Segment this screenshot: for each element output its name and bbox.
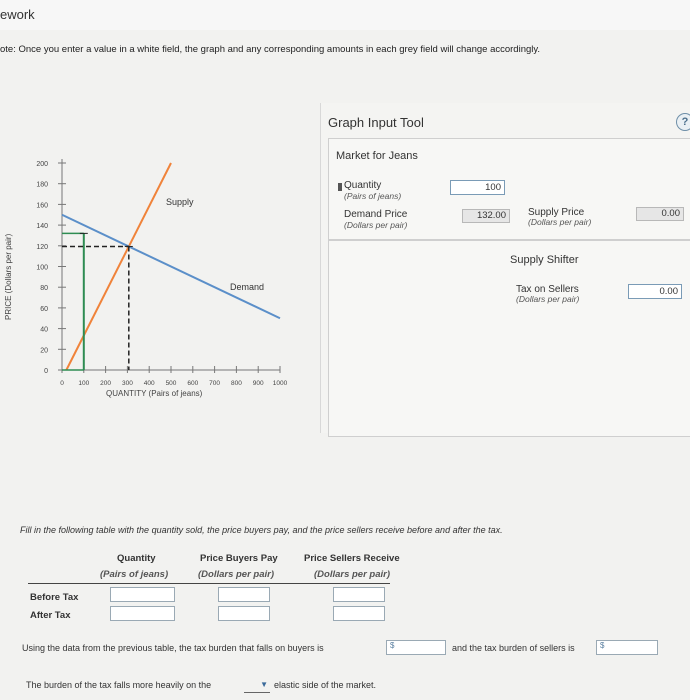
x-tick-label: 200: [100, 380, 112, 387]
col-buyers-header: Price Buyers Pay: [200, 553, 278, 564]
row-after-tax: After Tax: [30, 610, 71, 621]
y-tick-label: 80: [40, 285, 48, 293]
supply-demand-graph[interactable]: [0, 0, 330, 420]
elasticity-dropdown[interactable]: [244, 680, 270, 693]
supply-line-label: Supply: [166, 197, 194, 207]
tax-sub: (Dollars per pair): [516, 294, 580, 304]
x-axis-title: QUANTITY (Pairs of jeans): [106, 389, 203, 398]
after-quantity-input[interactable]: [110, 606, 175, 621]
col-sellers-header: Price Sellers Receive: [304, 553, 400, 564]
page-title: ework: [0, 7, 35, 22]
y-tick-label: 100: [36, 264, 48, 272]
burden-sellers-text: and the tax burden of sellers is: [452, 643, 575, 653]
col-quantity-sub: (Pairs of jeans): [100, 569, 169, 580]
col-quantity-header: Quantity: [117, 553, 156, 564]
supply-price-value: 0.00: [636, 207, 684, 221]
y-tick-label: 60: [40, 305, 48, 313]
before-sellers-price-input[interactable]: [333, 587, 385, 602]
row-before-tax: Before Tax: [30, 592, 79, 603]
dollar-sign: $: [390, 641, 395, 650]
sellers-burden-input[interactable]: [596, 640, 658, 655]
burden-buyers-text: Using the data from the previous table, the tax burden that falls on buyers is: [22, 643, 324, 653]
y-tick-label: 140: [36, 223, 48, 231]
demand-price-sub: (Dollars per pair): [344, 220, 408, 230]
help-icon[interactable]: ?: [676, 113, 690, 131]
x-tick-label: 600: [187, 380, 199, 387]
market-title: Market for Jeans: [336, 150, 418, 162]
y-axis-title: PRICE (Dollars per pair): [4, 233, 13, 320]
y-tick-label: 180: [36, 181, 48, 189]
supply-shifter-title: Supply Shifter: [510, 254, 579, 266]
burden-side-text: The burden of the tax falls more heavily on the: [26, 680, 212, 690]
tool-title: Graph Input Tool: [328, 115, 424, 130]
x-tick-label: 900: [252, 380, 264, 387]
demand-price-label: Demand Price: [344, 209, 408, 220]
after-buyers-price-input[interactable]: [218, 606, 270, 621]
y-tick-label: 40: [40, 326, 48, 334]
chevron-down-icon: ▼: [260, 680, 268, 689]
x-tick-label: 300: [121, 380, 133, 387]
quantity-sub: (Pairs of jeans): [344, 191, 402, 201]
x-tick-label: 400: [143, 380, 155, 387]
supply-price-label: Supply Price: [528, 207, 585, 218]
x-tick-label: 0: [60, 380, 64, 387]
bullet-icon: [338, 183, 342, 191]
buyers-burden-input[interactable]: [386, 640, 446, 655]
x-tick-label: 100: [78, 380, 90, 387]
y-tick-label: 20: [40, 347, 48, 355]
y-tick-label: 160: [36, 202, 48, 210]
supply-line: [66, 163, 171, 370]
y-tick-label: 0: [44, 368, 48, 375]
table-divider: [28, 583, 390, 584]
burden-elastic-text: elastic side of the market.: [274, 680, 377, 690]
x-tick-label: 700: [209, 380, 221, 387]
before-quantity-input[interactable]: [110, 587, 175, 602]
y-tick-label: 200: [36, 161, 48, 168]
supply-shifter-panel: [328, 240, 690, 437]
demand-line-label: Demand: [230, 282, 265, 292]
x-tick-label: 800: [230, 380, 242, 387]
dollar-sign: $: [600, 641, 605, 650]
x-tick-label: 500: [165, 380, 177, 387]
demand-price-value: 132.00: [462, 209, 510, 223]
tax-label: Tax on Sellers: [516, 284, 579, 295]
col-sellers-sub: (Dollars per pair): [314, 569, 391, 580]
demand-line: [62, 215, 280, 319]
supply-price-sub: (Dollars per pair): [528, 217, 592, 227]
after-sellers-price-input[interactable]: [333, 606, 385, 621]
col-buyers-sub: (Dollars per pair): [198, 569, 275, 580]
quantity-label: Quantity: [344, 180, 382, 191]
quantity-input[interactable]: 100: [450, 180, 505, 195]
before-buyers-price-input[interactable]: [218, 587, 270, 602]
table-instruction: Fill in the following table with the quantity sold, the price buyers pay, and the price sellers receive before and after the tax.: [20, 525, 503, 535]
y-tick-label: 120: [36, 243, 48, 251]
tax-input[interactable]: 0.00: [628, 284, 682, 299]
instruction-note: ote: Once you enter a value in a white field, the graph and any corresponding amounts in each grey field will change accordingly.: [0, 44, 541, 55]
x-tick-label: 1000: [272, 380, 288, 387]
